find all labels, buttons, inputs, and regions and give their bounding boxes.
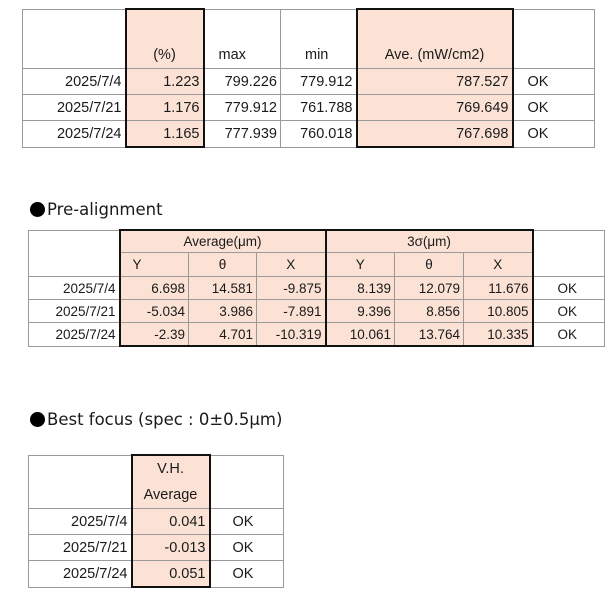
value-cell: 10.805 [464,300,533,323]
header-cell-blank [29,230,120,277]
header-cell-blank [210,455,284,509]
status-cell: OK [513,69,595,95]
table-group-header-row [29,230,605,253]
header-cell-vh: V.H. [132,455,210,482]
header-cell-average: Ave. (mW/cm2) [357,9,513,69]
value-cell: 787.527 [357,69,513,95]
header-cell-x: X [257,253,326,277]
best-focus-table [28,454,284,588]
header-cell-3sigma-group: 3σ(μm) [326,230,533,253]
header-cell-theta: θ [189,253,257,277]
prealignment-heading [30,200,163,219]
status-cell: OK [513,95,595,121]
table-header-row [23,9,595,69]
table-row [23,121,595,148]
table-row [29,300,605,323]
best-focus-heading [30,410,282,429]
date-cell: 2025/7/4 [29,509,132,535]
value-cell: 779.912 [204,95,281,121]
value-cell: 1.165 [126,121,204,148]
value-cell: -2.39 [120,323,189,347]
header-cell-blank [29,455,132,509]
value-cell: 8.139 [326,277,395,300]
value-cell: -0.013 [132,535,210,561]
value-cell: 10.335 [464,323,533,347]
date-cell: 2025/7/4 [23,69,126,95]
value-cell: 9.396 [326,300,395,323]
value-cell: -7.891 [257,300,326,323]
prealignment-title: Pre-alignment [47,200,163,219]
value-cell: 761.788 [281,95,357,121]
value-cell: 1.223 [126,69,204,95]
value-cell: 8.856 [395,300,464,323]
value-cell: 769.649 [357,95,513,121]
best-focus-title: Best focus (spec : 0±0.5μm) [47,410,283,429]
intensity-table [22,8,595,148]
date-cell: 2025/7/24 [29,561,132,588]
value-cell: 799.226 [204,69,281,95]
value-cell: 12.079 [395,277,464,300]
value-cell: -10.319 [257,323,326,347]
status-cell: OK [210,561,284,588]
status-cell: OK [210,509,284,535]
value-cell: 13.764 [395,323,464,347]
prealignment-table [28,229,605,347]
header-cell-theta: θ [395,253,464,277]
table-row [29,561,284,588]
value-cell: 760.018 [281,121,357,148]
header-cell-blank [533,230,605,277]
header-cell-average-group: Average(μm) [120,230,326,253]
value-cell: 0.041 [132,509,210,535]
header-cell-min: min [281,9,357,69]
header-cell-blank [513,9,595,69]
status-cell: OK [533,300,605,323]
header-cell-uniformity: (%) [126,9,204,69]
value-cell: 10.061 [326,323,395,347]
value-cell: 779.912 [281,69,357,95]
date-cell: 2025/7/21 [29,300,120,323]
value-cell: -9.875 [257,277,326,300]
date-cell: 2025/7/21 [29,535,132,561]
table-header-row [29,455,284,482]
table-row [29,277,605,300]
header-cell-max: max [204,9,281,69]
value-cell: 767.698 [357,121,513,148]
table-row [23,69,595,95]
header-cell-average: Average [132,482,210,509]
value-cell: 11.676 [464,277,533,300]
value-cell: 6.698 [120,277,189,300]
header-cell-blank [23,9,126,69]
bullet-icon [30,412,45,427]
value-cell: 1.176 [126,95,204,121]
header-cell-y: Y [326,253,395,277]
value-cell: 777.939 [204,121,281,148]
date-cell: 2025/7/24 [23,121,126,148]
header-cell-y: Y [120,253,189,277]
date-cell: 2025/7/21 [23,95,126,121]
value-cell: 3.986 [189,300,257,323]
header-cell-x: X [464,253,533,277]
table-row [29,323,605,347]
bullet-icon [30,202,45,217]
table-row [29,535,284,561]
date-cell: 2025/7/4 [29,277,120,300]
status-cell: OK [533,323,605,347]
status-cell: OK [210,535,284,561]
status-cell: OK [513,121,595,148]
table-row [23,95,595,121]
status-cell: OK [533,277,605,300]
value-cell: 4.701 [189,323,257,347]
value-cell: 14.581 [189,277,257,300]
value-cell: -5.034 [120,300,189,323]
date-cell: 2025/7/24 [29,323,120,347]
value-cell: 0.051 [132,561,210,588]
table-row [29,509,284,535]
